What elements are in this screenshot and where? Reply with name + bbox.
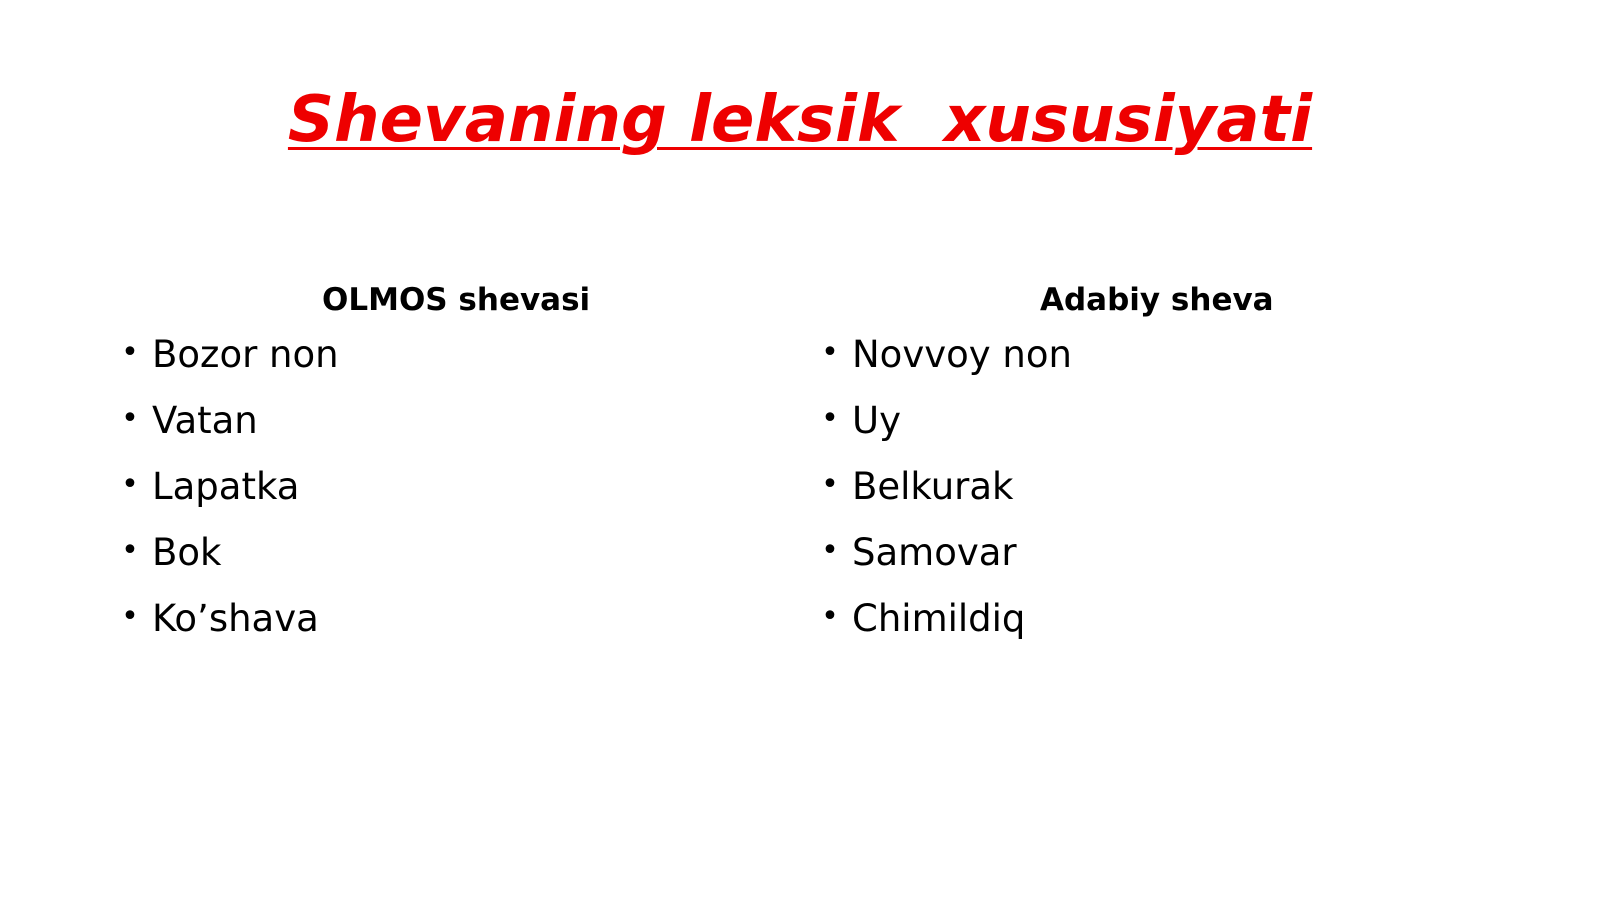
- left-bullet-list: [120, 328, 780, 658]
- list-item-text: Novvoy non: [852, 333, 1072, 376]
- bullet-icon: •: [821, 335, 839, 370]
- list-item: [120, 394, 780, 460]
- list-item: [120, 592, 780, 658]
- left-column-heading: OLMOS shevasi: [322, 282, 591, 318]
- list-item: [120, 526, 780, 592]
- list-item-text: Samovar: [852, 531, 1017, 574]
- slide-title: Shevaning leksik xususiyati: [287, 83, 1313, 157]
- bullet-icon: •: [121, 599, 139, 634]
- bullet-icon: •: [121, 467, 139, 502]
- right-bullet-list: [820, 328, 1480, 658]
- list-item-text: Ko’shava: [152, 597, 319, 640]
- list-item: [120, 328, 780, 394]
- list-item: [820, 394, 1480, 460]
- bullet-icon: •: [121, 335, 139, 370]
- left-column: [120, 278, 780, 658]
- list-item: [820, 328, 1480, 394]
- right-column: [820, 278, 1480, 658]
- list-item-text: Uy: [852, 399, 901, 442]
- list-item-text: Belkurak: [852, 465, 1014, 508]
- list-item: [120, 460, 780, 526]
- bullet-icon: •: [821, 401, 839, 436]
- list-item: [820, 592, 1480, 658]
- list-item: [820, 526, 1480, 592]
- bullet-icon: •: [121, 401, 139, 436]
- bullet-icon: •: [121, 533, 139, 568]
- list-item: [820, 460, 1480, 526]
- bullet-icon: •: [821, 467, 839, 502]
- list-item-text: Bok: [152, 531, 222, 574]
- right-column-heading: Adabiy sheva: [1040, 282, 1274, 318]
- list-item-text: Chimildiq: [852, 597, 1026, 640]
- list-item-text: Bozor non: [152, 333, 339, 376]
- list-item-text: Lapatka: [152, 465, 300, 508]
- bullet-icon: •: [821, 599, 839, 634]
- list-item-text: Vatan: [152, 399, 258, 442]
- bullet-icon: •: [821, 533, 839, 568]
